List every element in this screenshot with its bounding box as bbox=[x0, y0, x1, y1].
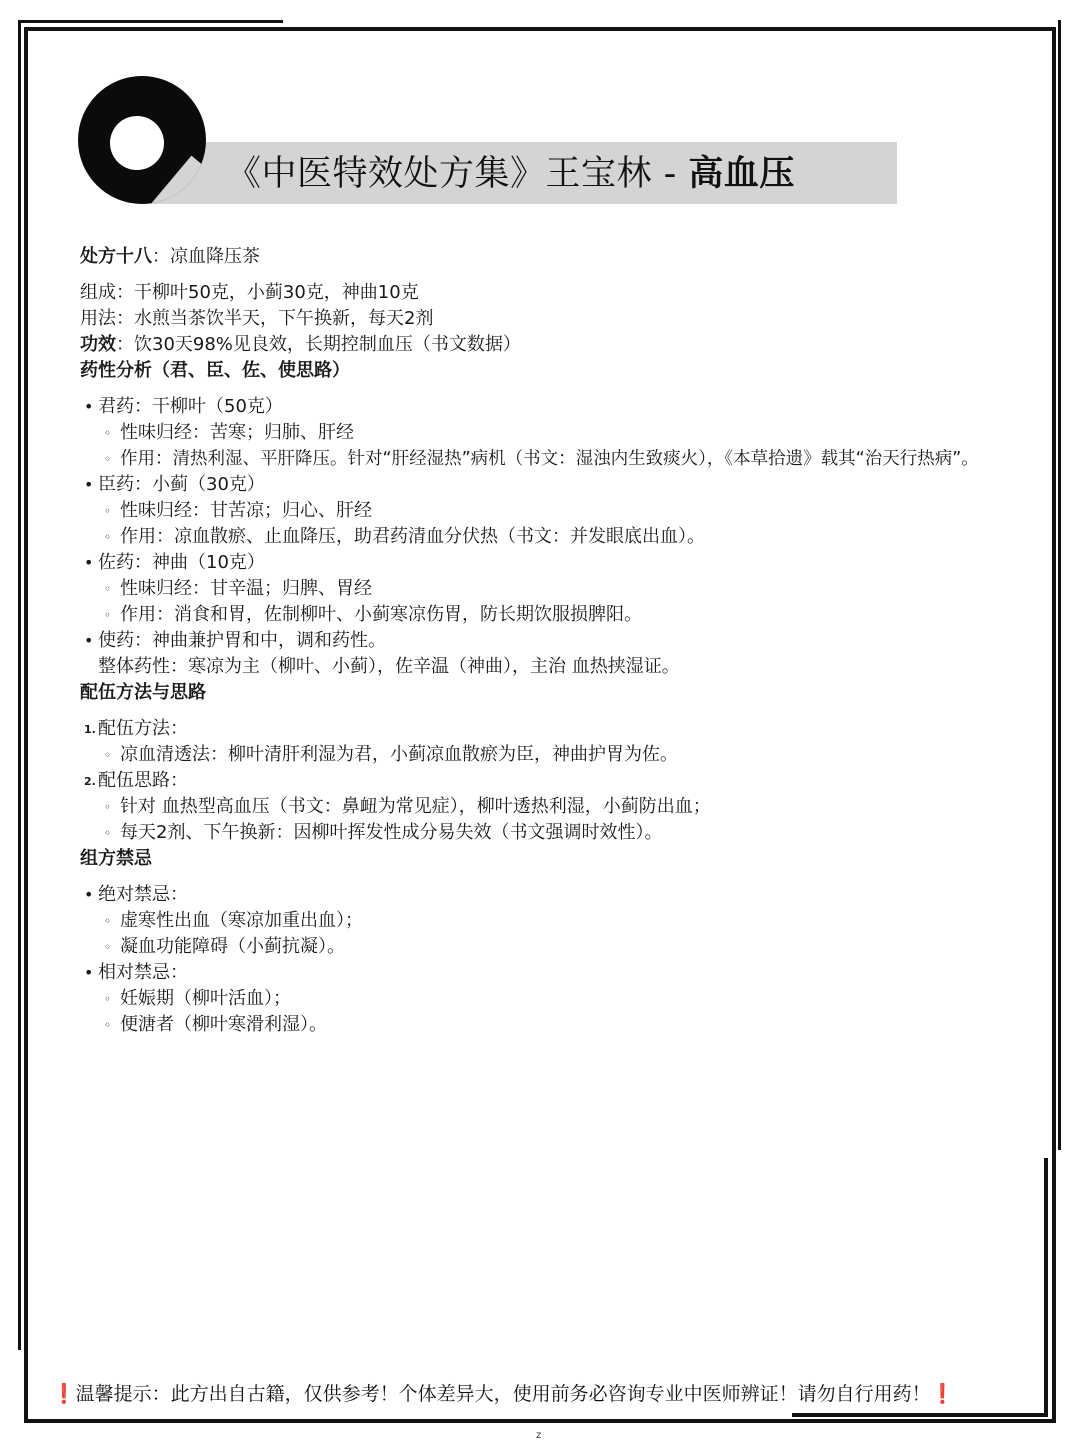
list-subitem: ◦ 便溏者（柳叶寒滑利湿）。 bbox=[104, 1014, 327, 1035]
list-subitem: ◦ 性味归经：甘辛温；归脾、胃经 bbox=[104, 578, 372, 599]
list-item: • 臣药：小蓟（30克） bbox=[84, 474, 265, 495]
list-subitem: ◦ 每天2剂、下午换新：因柳叶挥发性成分易失效（书文强调时效性）。 bbox=[104, 822, 663, 843]
page-title bbox=[226, 150, 795, 198]
list-subitem: ◦ 针对 血热型高血压（书文：鼻衄为常见症），柳叶透热利湿，小蓟防出血； bbox=[104, 796, 711, 817]
list-item: • 使药：神曲兼护胃和中，调和药性。 bbox=[84, 630, 386, 651]
warning-notice bbox=[52, 1380, 1042, 1408]
list-item: • 君药：干柳叶（50克） bbox=[84, 396, 283, 417]
prescription-name: 处方十八：凉血降压茶 bbox=[80, 246, 260, 267]
list-subitem: ◦ 性味归经：苦寒；归肺、肝经 bbox=[104, 422, 354, 443]
page-mark: z bbox=[536, 1430, 542, 1441]
analysis-summary: 整体药性：寒凉为主（柳叶、小蓟），佐辛温（神曲），主治 血热挟湿证。 bbox=[98, 656, 680, 677]
frame-line-top bbox=[18, 20, 283, 23]
list-item: • 相对禁忌： bbox=[84, 962, 188, 983]
list-subitem: ◦ 性味归经：甘苦凉；归心、肝经 bbox=[104, 500, 372, 521]
list-item: 2. 配伍思路： bbox=[84, 770, 188, 791]
frame-line-left bbox=[18, 20, 21, 1350]
prescription-usage: 用法：水煎当茶饮半天，下午换新，每天2剂 bbox=[80, 308, 434, 329]
list-subitem: ◦ 虚寒性出血（寒凉加重出血）； bbox=[104, 910, 363, 931]
list-subitem: ◦ 凝血功能障碍（小蓟抗凝）。 bbox=[104, 936, 345, 957]
list-subitem: ◦ 凉血清透法：柳叶清肝利湿为君，小蓟凉血散瘀为臣，神曲护胃为佐。 bbox=[104, 744, 678, 765]
list-item: • 绝对禁忌： bbox=[84, 884, 188, 905]
circle-logo-icon bbox=[78, 76, 206, 204]
title-bold: 高血压 bbox=[688, 154, 795, 194]
section-heading-analysis: 药性分析（君、臣、佐、使思路） bbox=[80, 360, 350, 381]
prescription-composition: 组成：干柳叶50克，小蓟30克，神曲10克 bbox=[80, 282, 419, 303]
document-body bbox=[80, 244, 1050, 1038]
prescription-effect: 功效：饮30天98%见良效，长期控制血压（书文数据） bbox=[80, 334, 521, 355]
list-subitem: ◦ 作用：清热利湿、平肝降压。针对“肝经湿热”病机（书文：湿浊内生致痰火），《本草拾遗》载其“治天行热病”。 bbox=[104, 449, 979, 469]
list-subitem: ◦ 作用：凉血散瘀、止血降压，助君药清血分伏热（书文：并发眼底出血）。 bbox=[104, 526, 705, 547]
list-subitem: ◦ 作用：消食和胃，佐制柳叶、小蓟寒凉伤胃，防长期饮服损脾阳。 bbox=[104, 604, 642, 625]
frame-deco-bottom bbox=[792, 1413, 1048, 1417]
exclamation-icon: ❗ bbox=[52, 1383, 76, 1405]
section-heading-contraindications: 组方禁忌 bbox=[80, 848, 152, 869]
list-item: • 佐药：神曲（10克） bbox=[84, 552, 265, 573]
exclamation-icon: ❗ bbox=[930, 1383, 955, 1405]
section-heading-compatibility: 配伍方法与思路 bbox=[80, 682, 206, 703]
list-item: 1. 配伍方法： bbox=[84, 718, 188, 739]
warning-text: 温馨提示：此方出自古籍，仅供参考！个体差异大，使用前务必咨询专业中医师辨证！请勿自行用药！ bbox=[75, 1383, 931, 1405]
list-subitem: ◦ 妊娠期（柳叶活血）； bbox=[104, 988, 291, 1009]
title-prefix: 《中医特效处方集》王宝林 - bbox=[226, 154, 689, 194]
frame-deco-right bbox=[1044, 1158, 1048, 1416]
frame-line-right bbox=[1058, 20, 1061, 1150]
